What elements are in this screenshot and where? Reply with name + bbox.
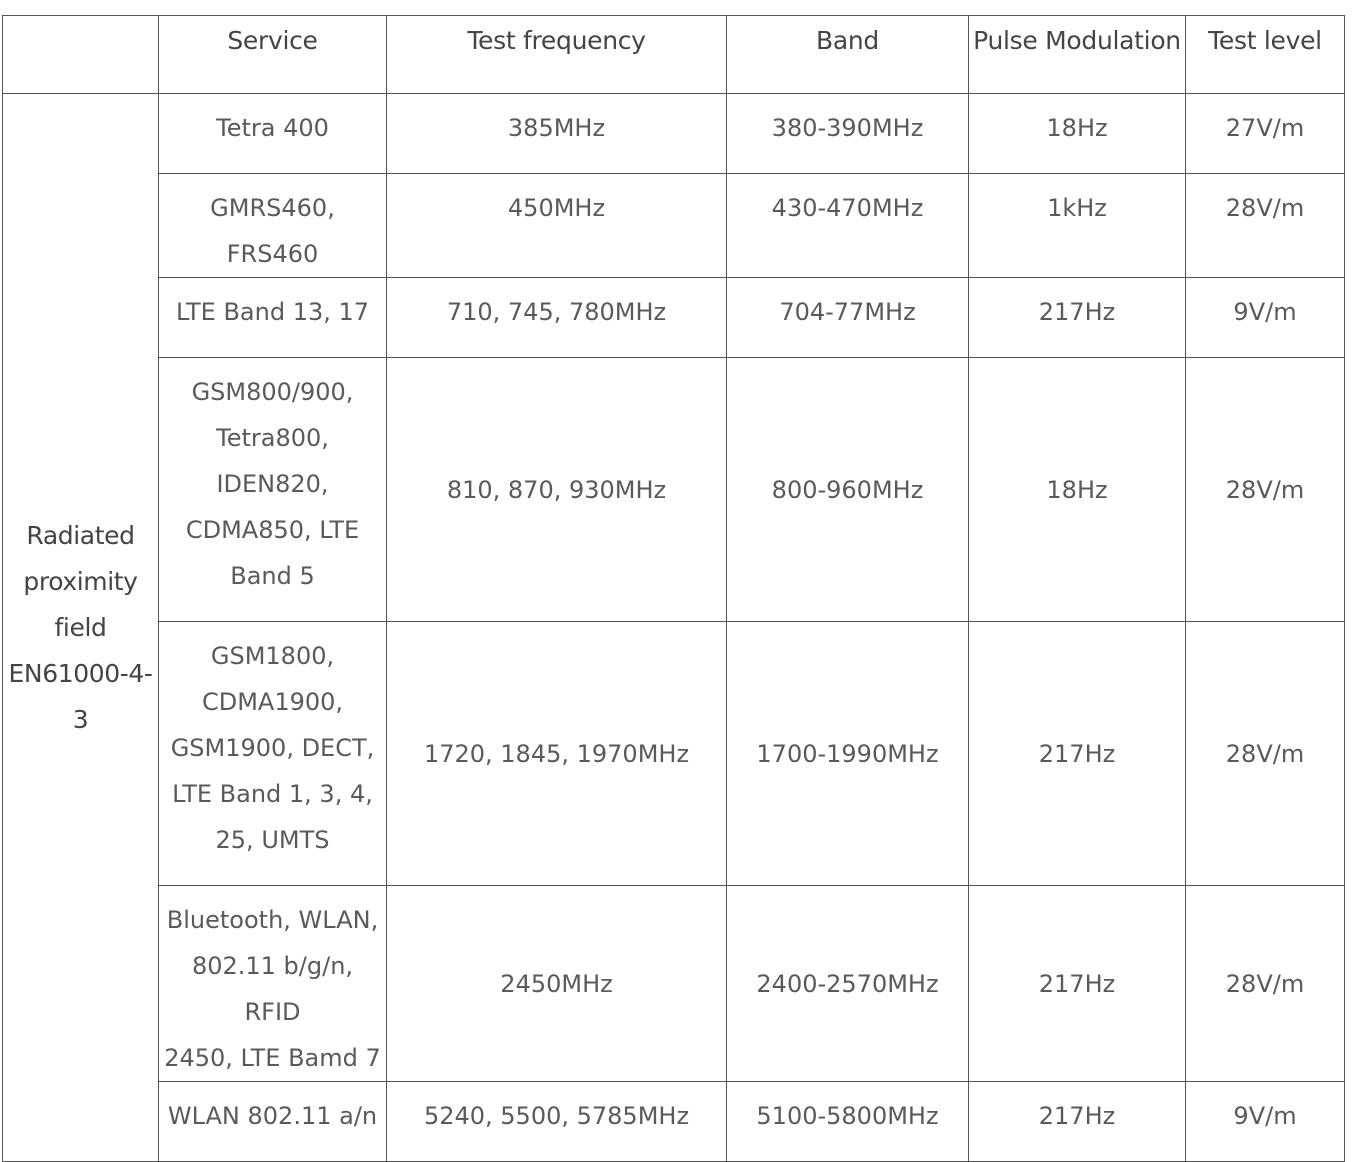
frequency-cell: 2450MHz xyxy=(387,886,727,1082)
table-row xyxy=(3,1082,1345,1162)
service-line: 2450, LTE Bamd 7 xyxy=(164,1044,381,1072)
band-cell: 800-960MHz xyxy=(727,358,969,622)
modulation-cell: 217Hz xyxy=(969,1082,1186,1162)
table-row xyxy=(3,886,1345,1082)
service-cell xyxy=(159,174,387,278)
table-row xyxy=(3,622,1345,886)
header-empty xyxy=(3,16,159,94)
service-cell xyxy=(159,886,387,1082)
service-line: Tetra 400 xyxy=(216,114,329,142)
row-label-line: field xyxy=(54,612,107,642)
service-cell xyxy=(159,94,387,174)
spec-table xyxy=(2,15,1345,1162)
header-row xyxy=(3,16,1345,94)
header-test-frequency: Test frequency xyxy=(387,16,727,94)
service-line: CDMA1900, xyxy=(201,688,344,716)
service-line: GSM1900, DECT, xyxy=(170,734,375,762)
header-pulse-modulation: Pulse Modulation xyxy=(969,16,1186,94)
level-cell: 28V/m xyxy=(1186,358,1345,622)
band-cell: 380-390MHz xyxy=(727,94,969,174)
header-band: Band xyxy=(727,16,969,94)
frequency-cell: 810, 870, 930MHz xyxy=(387,358,727,622)
frequency-cell: 5240, 5500, 5785MHz xyxy=(387,1082,727,1162)
band-cell: 704-77MHz xyxy=(727,278,969,358)
band-cell: 1700-1990MHz xyxy=(727,622,969,886)
service-line: GSM800/900, xyxy=(191,378,354,406)
header-test-level: Test level xyxy=(1186,16,1345,94)
modulation-cell: 18Hz xyxy=(969,358,1186,622)
service-cell xyxy=(159,358,387,622)
modulation-cell: 1kHz xyxy=(969,174,1186,278)
level-cell: 27V/m xyxy=(1186,94,1345,174)
level-cell: 28V/m xyxy=(1186,174,1345,278)
band-cell: 5100-5800MHz xyxy=(727,1082,969,1162)
level-cell: 9V/m xyxy=(1186,1082,1345,1162)
service-line: WLAN 802.11 a/n xyxy=(167,1102,378,1130)
service-line: GSM1800, xyxy=(210,642,335,670)
modulation-cell: 217Hz xyxy=(969,622,1186,886)
table-row xyxy=(3,94,1345,174)
band-cell: 2400-2570MHz xyxy=(727,886,969,1082)
service-cell xyxy=(159,1082,387,1162)
frequency-cell: 450MHz xyxy=(387,174,727,278)
band-cell: 430-470MHz xyxy=(727,174,969,278)
service-line: LTE Band 13, 17 xyxy=(175,298,370,326)
row-label-line: Radiated xyxy=(26,520,135,550)
frequency-cell: 1720, 1845, 1970MHz xyxy=(387,622,727,886)
table-row xyxy=(3,278,1345,358)
service-line: 25, UMTS xyxy=(215,826,330,854)
service-line: GMRS460, FRS460 xyxy=(210,194,335,268)
frequency-cell: 385MHz xyxy=(387,94,727,174)
service-line: Bluetooth, WLAN, xyxy=(166,906,379,934)
level-cell: 28V/m xyxy=(1186,886,1345,1082)
modulation-cell: 18Hz xyxy=(969,94,1186,174)
service-line: Band 5 xyxy=(230,562,315,590)
service-line: LTE Band 1, 3, 4, xyxy=(172,780,373,808)
table-row xyxy=(3,174,1345,278)
service-line: CDMA850, LTE xyxy=(185,516,360,544)
service-cell xyxy=(159,622,387,886)
modulation-cell: 217Hz xyxy=(969,886,1186,1082)
service-line: Tetra800, xyxy=(216,424,329,452)
table-row xyxy=(3,358,1345,622)
level-cell: 28V/m xyxy=(1186,622,1345,886)
level-cell: 9V/m xyxy=(1186,278,1345,358)
row-label-line: EN61000-4-3 xyxy=(8,658,153,734)
row-label-line: proximity xyxy=(23,566,138,596)
service-cell xyxy=(159,278,387,358)
row-group-label xyxy=(3,94,159,1162)
service-line: IDEN820, xyxy=(216,470,329,498)
service-line: 802.11 b/g/n, RFID xyxy=(191,952,354,1026)
frequency-cell: 710, 745, 780MHz xyxy=(387,278,727,358)
header-service: Service xyxy=(159,16,387,94)
modulation-cell: 217Hz xyxy=(969,278,1186,358)
